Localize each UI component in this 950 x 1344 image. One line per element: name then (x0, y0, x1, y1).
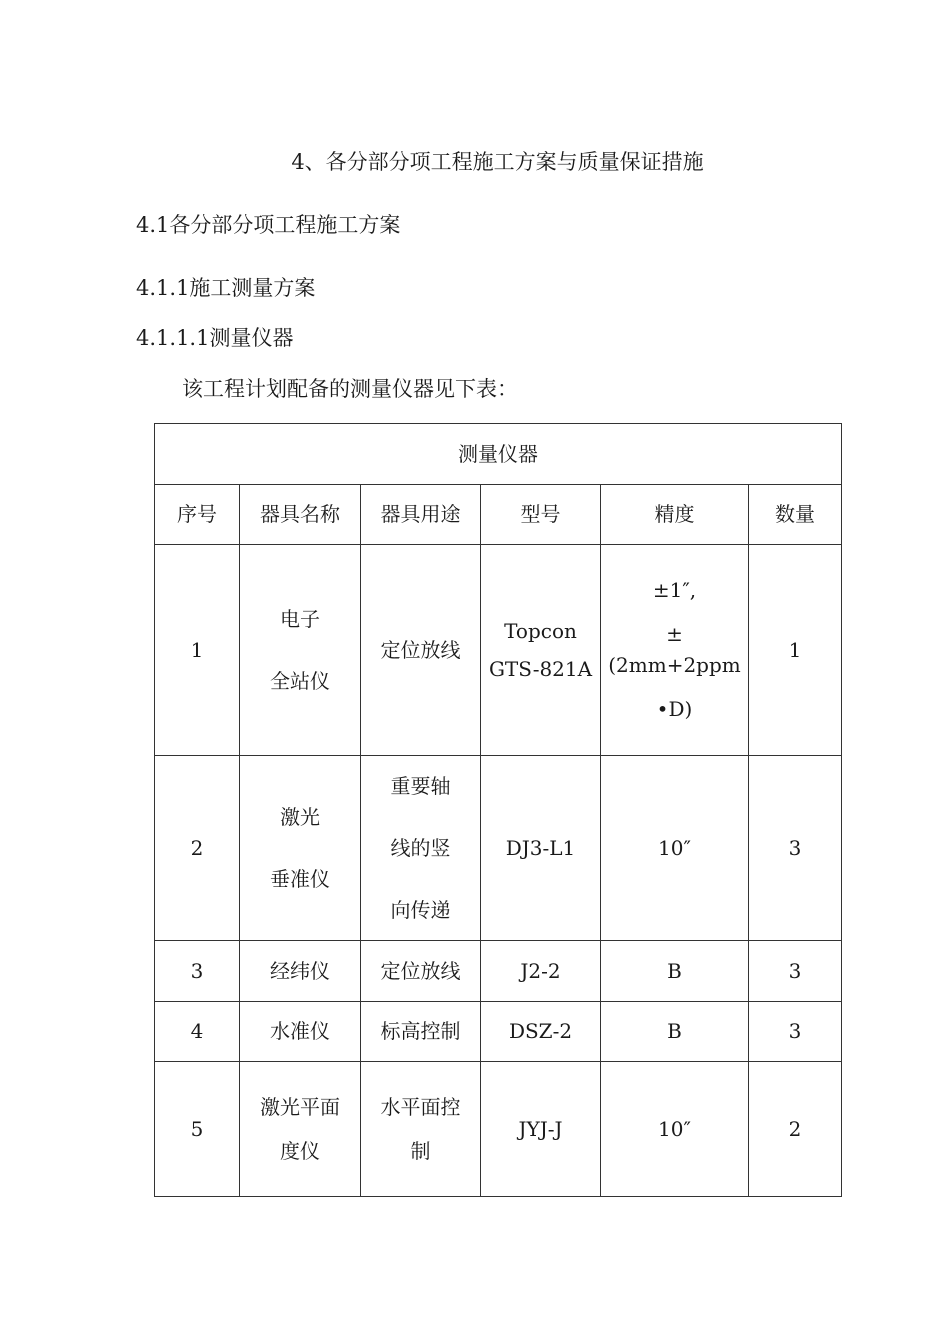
table-caption-row (155, 424, 842, 485)
instrument-name-line: 激光平面 (260, 1094, 340, 1119)
section-heading-4-1-1: 4.1.1施工测量方案 (136, 276, 316, 300)
table-row (155, 545, 842, 756)
instrument-precision (601, 756, 749, 941)
instrument-model-line: DSZ-2 (508, 1019, 573, 1043)
instrument-precision (601, 545, 749, 756)
instrument-quantity: 3 (749, 756, 842, 941)
instrument-name (240, 941, 361, 1002)
instrument-use (361, 756, 481, 941)
instrument-use (361, 1002, 481, 1062)
instrument-use-line: 制 (410, 1138, 431, 1163)
instrument-use-line: 线的竖 (390, 835, 451, 860)
instrument-model (481, 756, 601, 941)
instrument-name (240, 1002, 361, 1062)
instrument-precision (601, 1062, 749, 1197)
column-header: 器具名称 (240, 485, 361, 545)
instrument-precision-line: ±1″, (652, 578, 697, 602)
instrument-use (361, 545, 481, 756)
section-heading-4-1-1-1: 4.1.1.1测量仪器 (136, 326, 294, 350)
instrument-quantity: 3 (749, 941, 842, 1002)
table-row (155, 1062, 842, 1197)
instrument-quantity: 2 (749, 1062, 842, 1197)
table-caption: 测量仪器 (155, 424, 842, 485)
table-header-row (155, 485, 842, 545)
table-row (155, 756, 842, 941)
row-number: 4 (155, 1002, 240, 1062)
instrument-precision-line: 10″ (658, 835, 691, 860)
instrument-precision-line: B (667, 958, 682, 983)
section-heading-4-1: 4.1各分部分项工程施工方案 (136, 213, 401, 237)
instrument-name-line: 经纬仪 (270, 958, 330, 983)
main-title: 4、各分部分项工程施工方案与质量保证措施 (291, 150, 704, 174)
row-number: 1 (155, 545, 240, 756)
instrument-model-line: GTS-821A (488, 656, 593, 681)
instrument-use-line: 重要轴 (390, 773, 451, 798)
instrument-model-line: J2-2 (520, 958, 561, 983)
instrument-quantity: 3 (749, 1002, 842, 1062)
instrument-model-line: Topcon (504, 618, 577, 643)
instrument-precision (601, 941, 749, 1002)
instrument-table (154, 423, 842, 1197)
column-header: 器具用途 (361, 485, 481, 545)
instrument-precision-line: 10″ (658, 1116, 691, 1141)
instrument-name (240, 756, 361, 941)
instrument-use (361, 1062, 481, 1197)
instrument-use-line: 向传递 (390, 897, 451, 922)
row-number: 5 (155, 1062, 240, 1197)
instrument-name (240, 545, 361, 756)
column-header: 数量 (749, 485, 842, 545)
instrument-name-line: 水准仪 (270, 1019, 330, 1043)
instrument-quantity: 1 (749, 545, 842, 756)
instrument-name-line: 激光 (280, 804, 320, 829)
instrument-name-line: 全站仪 (270, 668, 330, 693)
instrument-use-line: 定位放线 (380, 958, 461, 983)
instrument-name (240, 1062, 361, 1197)
instrument-use-line: 标高控制 (380, 1019, 461, 1043)
instrument-use (361, 941, 481, 1002)
instrument-precision-line: •D) (656, 697, 693, 721)
row-number: 3 (155, 941, 240, 1002)
column-header: 精度 (601, 485, 749, 545)
instrument-name-line: 垂准仪 (270, 866, 330, 891)
instrument-model (481, 1062, 601, 1197)
instrument-name-line: 电子 (280, 606, 320, 631)
instrument-model-line: JYJ-J (518, 1116, 563, 1141)
instrument-model (481, 941, 601, 1002)
instrument-precision (601, 1002, 749, 1062)
instrument-name-line: 度仪 (280, 1138, 320, 1163)
intro-paragraph: 该工程计划配备的测量仪器见下表： (182, 377, 518, 401)
instrument-use-line: 水平面控 (380, 1094, 461, 1119)
instrument-precision-line: ±(2mm+2ppm (608, 622, 741, 677)
column-header: 型号 (481, 485, 601, 545)
instrument-model (481, 545, 601, 756)
row-number: 2 (155, 756, 240, 941)
instrument-use-line: 定位放线 (380, 637, 461, 662)
table-row (155, 1002, 842, 1062)
instrument-model (481, 1002, 601, 1062)
column-header: 序号 (155, 485, 240, 545)
instrument-model-line: DJ3-L1 (505, 835, 576, 860)
table-row (155, 941, 842, 1002)
instrument-precision-line: B (667, 1019, 682, 1043)
